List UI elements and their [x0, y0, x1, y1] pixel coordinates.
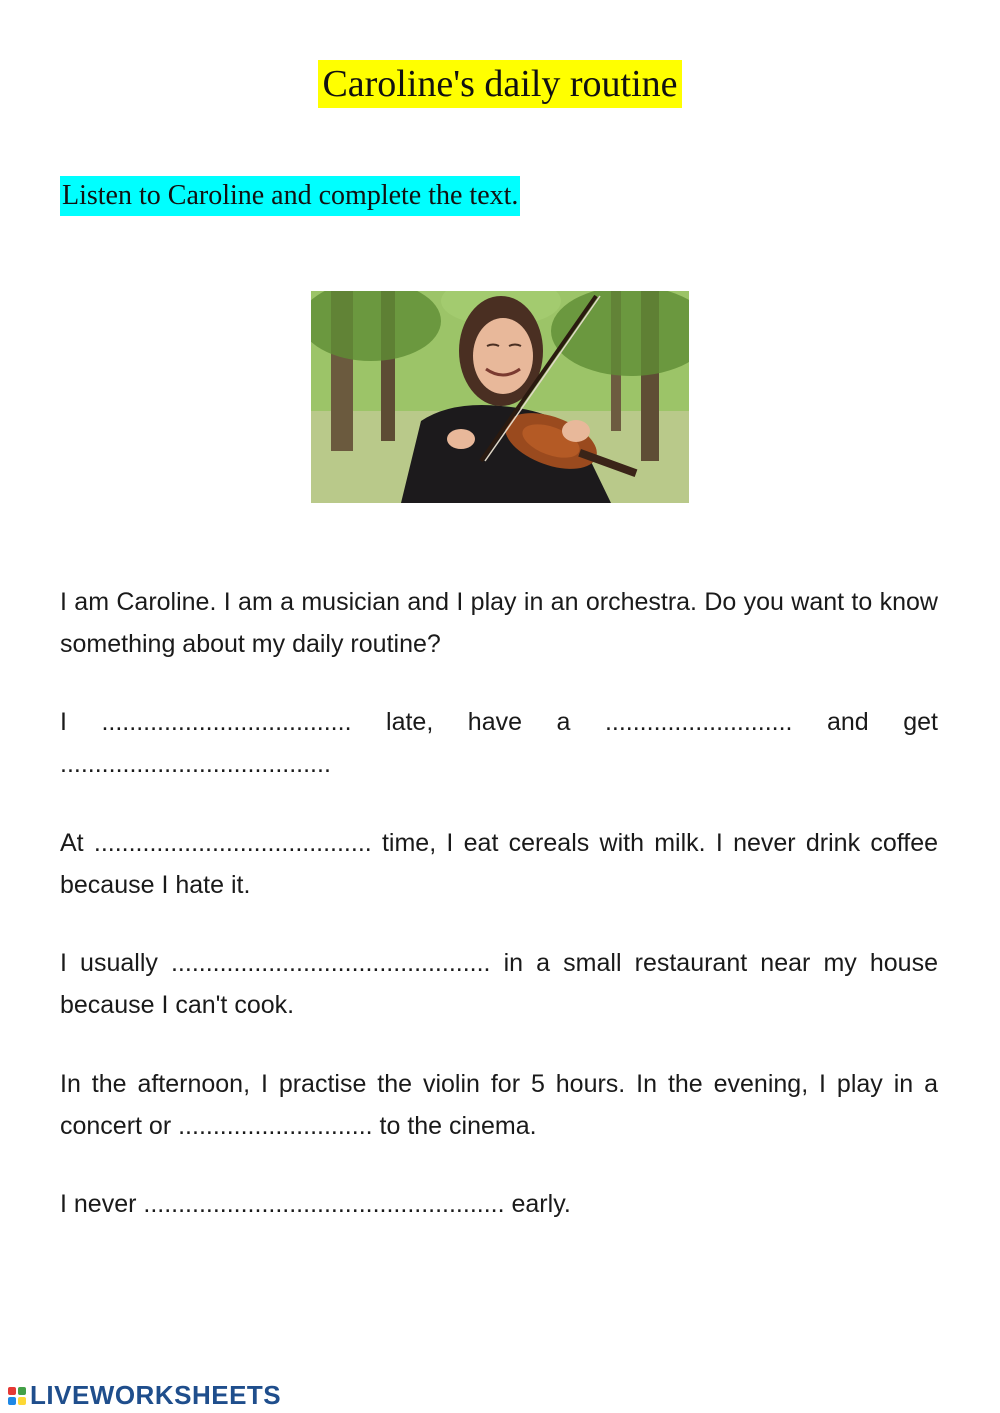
violinist-photo — [311, 291, 689, 503]
logo-text: LIVEWORKSHEETS — [30, 1380, 282, 1410]
logo-square-yellow — [18, 1397, 26, 1405]
paragraph-gap-4: In the afternoon, I practise the violin for 5 hours. In the evening, I play in a concert or ............................ to the cinema. — [60, 1070, 938, 1140]
paragraph-gap-3: I usually .............................................. in a small restaurant near my house because I can't cook. — [60, 949, 938, 1019]
title-container — [0, 60, 1000, 108]
paragraph-gap-5: I never .................................................... early. — [60, 1190, 571, 1218]
logo-square-green — [18, 1387, 26, 1395]
worksheet-title: Caroline's daily routine — [318, 60, 681, 108]
instruction-text: Listen to Caroline and complete the text. — [60, 176, 520, 216]
logo-square-blue — [8, 1397, 16, 1405]
logo-square-red — [8, 1387, 16, 1395]
paragraph-intro: I am Caroline. I am a musician and I play in an orchestra. Do you want to know something about my daily routine? — [60, 588, 938, 658]
logo-icon — [8, 1387, 26, 1405]
liveworksheets-logo[interactable] — [8, 1380, 281, 1411]
paragraph-gap-2: At ........................................ time, I eat cereals with milk. I never drink coffee because I hate it. — [60, 829, 938, 899]
paragraph-gap-1: I .................................... late, have a ........................... and get ....................................... — [60, 708, 938, 778]
